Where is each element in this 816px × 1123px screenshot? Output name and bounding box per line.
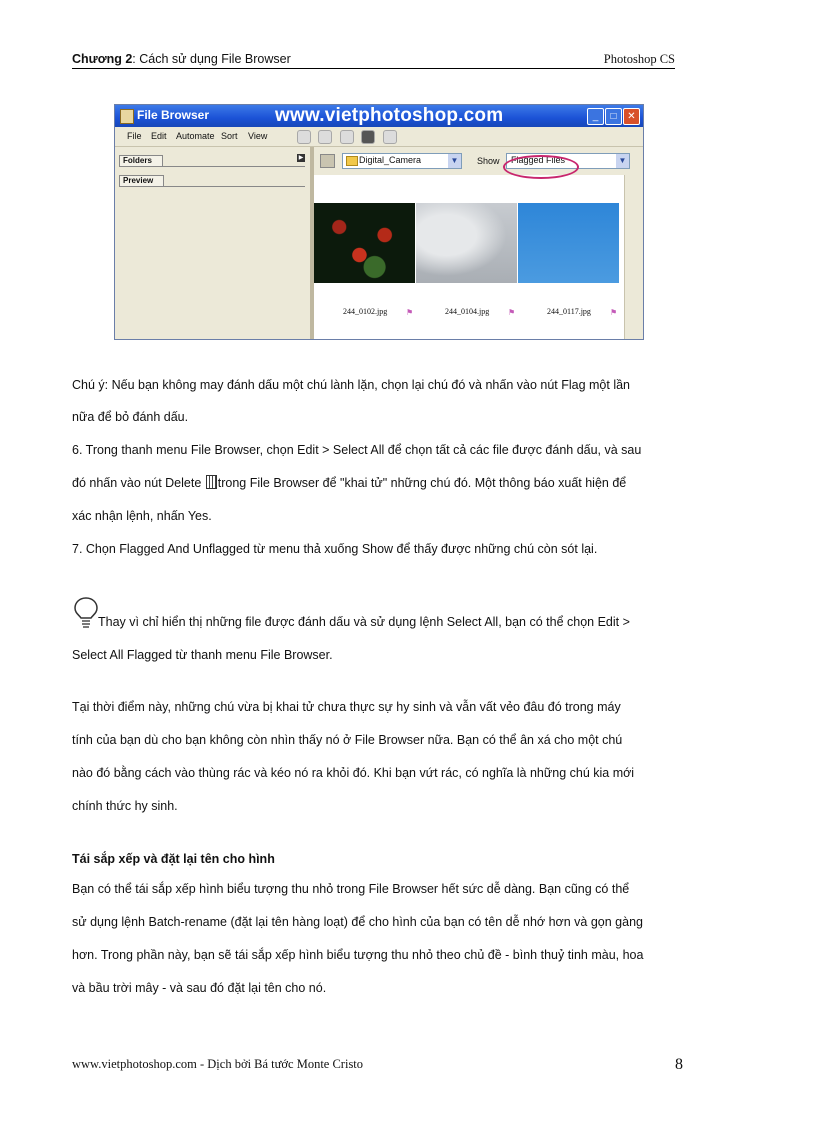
flag-icon: ⚑ — [610, 308, 618, 317]
para2-line-3: hơn. Trong phần này, bạn sẽ tái sắp xếp hình biểu tượng thu nhỏ theo chủ đề - bình thuỷ tinh màu, hoa — [72, 948, 644, 962]
search-binoculars-icon[interactable] — [361, 130, 375, 144]
menu-automate[interactable]: Automate — [176, 131, 215, 141]
chevron-down-icon[interactable]: ▼ — [616, 154, 629, 168]
menu-sort[interactable]: Sort — [221, 131, 238, 141]
tab-folders[interactable]: Folders — [119, 155, 163, 167]
thumbnail-grid — [314, 193, 624, 339]
product-name: Photoshop CS — [603, 52, 675, 66]
flag-icon: ⚑ — [508, 308, 516, 317]
para2-line-2: sử dụng lệnh Batch-rename (đặt lại tên hàng loạt) để cho hình của bạn có tên dễ nhớ hơn và gọn gàng — [72, 915, 643, 929]
delete-trash-icon — [206, 475, 217, 489]
para1-line-2: tính của bạn dù cho bạn không còn nhìn thấy nó ở File Browser nữa. Bạn có thể ân xá cho một chú — [72, 733, 623, 747]
thumbnail-flowers[interactable] — [314, 203, 415, 283]
note-line-2: nữa để bỏ đánh dấu. — [72, 410, 189, 424]
section-heading: Tái sắp xếp và đặt lại tên cho hình — [72, 852, 275, 866]
chapter-title: : Cách sử dụng File Browser — [132, 52, 291, 66]
menu-view[interactable]: View — [248, 131, 268, 141]
chevron-down-icon[interactable]: ▼ — [448, 154, 461, 168]
show-label: Show — [477, 156, 500, 166]
minimize-button[interactable]: _ — [587, 108, 604, 125]
step6-line-2a: đó nhấn vào nút Delete — [72, 476, 205, 490]
para1-line-3: nào đó bằng cách vào thùng rác và kéo nó ra khỏi đó. Khi bạn vứt rác, có nghĩa là những chú kia mới — [72, 766, 635, 780]
tab-preview[interactable]: Preview — [119, 175, 164, 187]
divider — [119, 166, 305, 167]
chapter-label: Chương 2 — [72, 52, 133, 66]
up-folder-icon[interactable] — [320, 154, 335, 168]
flag-icon[interactable] — [340, 130, 354, 144]
page-header — [72, 52, 675, 69]
step6-line-2b: trong File Browser để "khai tử" những chú đó. Một thông báo xuất hiện để — [217, 476, 627, 490]
file-browser-screenshot — [114, 104, 644, 340]
chapter-heading — [72, 52, 291, 66]
step6-line-2 — [72, 475, 626, 491]
rotate-left-icon[interactable] — [297, 130, 311, 144]
menu-bar — [115, 127, 643, 147]
thumbnail-filename: 244_0117.jpg — [547, 307, 591, 316]
folder-dropdown[interactable] — [342, 153, 462, 169]
para1-line-1: Tại thời điểm này, những chú vừa bị khai tử chưa thực sự hy sinh và vẫn vất vẻo đâu đó trong máy — [72, 700, 621, 714]
left-panel — [115, 147, 314, 339]
title-bar — [115, 105, 643, 127]
show-value: Flagged Files — [511, 155, 566, 165]
folder-name: Digital_Camera — [359, 155, 422, 165]
menu-edit[interactable]: Edit — [151, 131, 167, 141]
lightbulb-tip-icon — [73, 596, 99, 628]
panel-menu-arrow-icon[interactable]: ▶ — [298, 155, 304, 161]
footer-credit: www.vietphotoshop.com - Dịch bởi Bá tước Monte Cristo — [72, 1057, 364, 1071]
step6-line-1: 6. Trong thanh menu File Browser, chọn Edit > Select All để chọn tất cả các file được đánh dấu, và sau — [72, 443, 642, 457]
site-watermark: www.vietphotoshop.com — [275, 105, 504, 126]
thumbnail-sky[interactable] — [518, 203, 619, 283]
vertical-scrollbar[interactable] — [624, 175, 644, 339]
folder-icon — [346, 156, 358, 166]
maximize-button[interactable]: □ — [605, 108, 622, 125]
rotate-right-icon[interactable] — [318, 130, 332, 144]
step7: 7. Chọn Flagged And Unflagged từ menu thả xuống Show để thấy được những chú còn sót lại. — [72, 542, 598, 556]
thumbnail-filename: 244_0104.jpg — [445, 307, 490, 316]
page-number: 8 — [675, 1056, 683, 1073]
note-line-1: Chú ý: Nếu bạn không may đánh dấu một chú lành lặn, chọn lại chú đó và nhấn vào nút Flag một lần — [72, 378, 631, 392]
location-toolbar — [314, 147, 643, 175]
thumbnail-filename: 244_0102.jpg — [343, 307, 388, 316]
para2-line-1: Bạn có thể tái sắp xếp hình biểu tượng thu nhỏ trong File Browser hết sức dễ dàng. Bạn cũng có thể — [72, 882, 630, 896]
step6-line-3: xác nhận lệnh, nhấn Yes. — [72, 509, 212, 523]
menu-file[interactable]: File — [127, 131, 142, 141]
flag-icon: ⚑ — [406, 308, 414, 317]
thumbnail-clouds[interactable] — [416, 203, 517, 283]
highlight-ellipse — [503, 155, 579, 179]
divider — [119, 186, 305, 187]
para2-line-4: và bầu trời mây - và sau đó đặt lại tên cho nó. — [72, 981, 327, 995]
close-button[interactable]: ✕ — [623, 108, 640, 125]
thumbnail-panel — [314, 147, 643, 339]
para1-line-4: chính thức hy sinh. — [72, 799, 178, 813]
file-browser-app-icon — [120, 109, 134, 124]
tip-line-1: Thay vì chỉ hiển thị những file được đánh dấu và sử dụng lệnh Select All, bạn có thể chọn Edit > — [98, 615, 630, 629]
window-title: File Browser — [137, 108, 210, 122]
trash-icon[interactable] — [383, 130, 397, 144]
tip-line-2: Select All Flagged từ thanh menu File Browser. — [72, 648, 333, 662]
